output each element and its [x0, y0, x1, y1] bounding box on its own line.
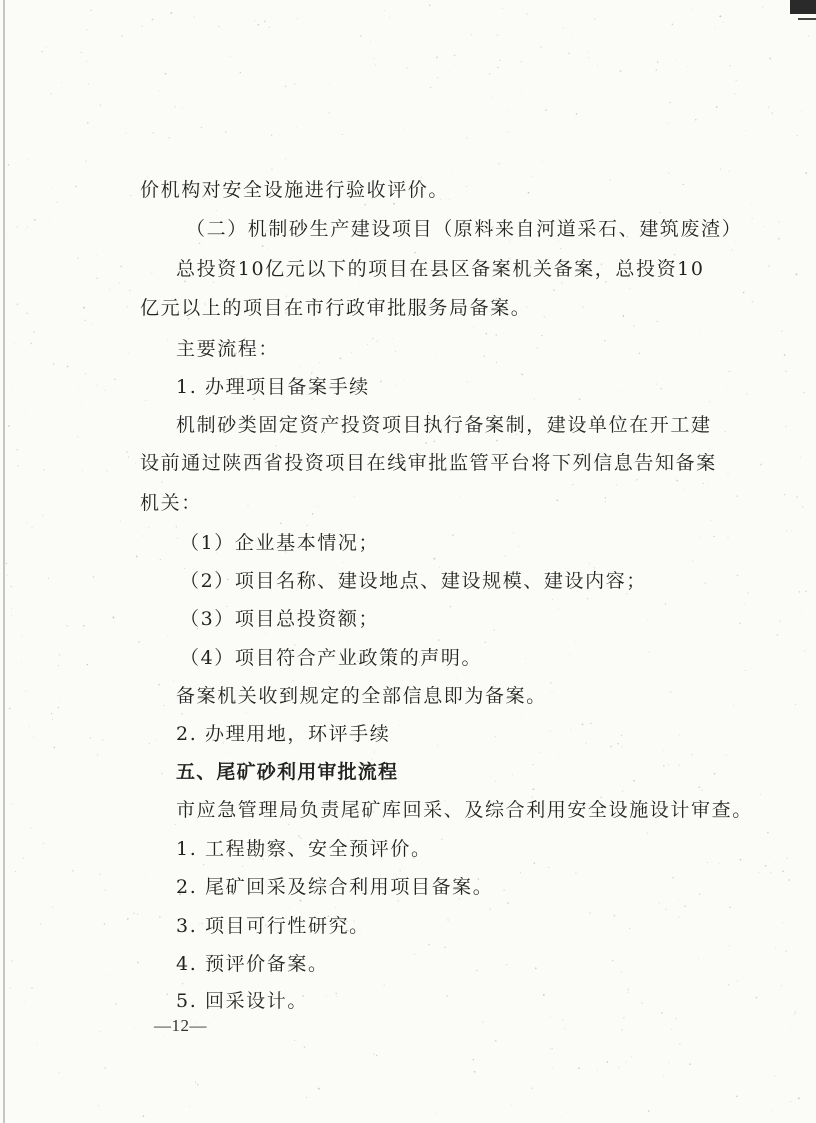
scan-mark	[790, 0, 816, 14]
text-line: 1. 办理项目备案手续	[176, 376, 370, 398]
section-heading: 五、尾矿砂利用审批流程	[176, 761, 399, 783]
list-item: 5. 回采设计。	[176, 990, 308, 1012]
text-line: 机关：	[140, 492, 202, 514]
list-item: （4）项目符合产业政策的声明。	[180, 647, 483, 669]
text-line: 亿元以上的项目在市行政审批服务局备案。	[140, 297, 532, 319]
list-item: 2. 尾矿回采及综合利用项目备案。	[176, 876, 494, 898]
text-line: 机制砂类固定资产投资项目执行备案制，建设单位在开工建	[176, 414, 712, 436]
text-line: 市应急管理局负责尾矿库回采、及综合利用安全设施设计审查。	[176, 799, 753, 821]
text-line: 备案机关收到规定的全部信息即为备案。	[176, 685, 547, 707]
scan-mark-line	[798, 18, 816, 20]
list-item: （2）项目名称、建设地点、建设规模、建设内容；	[180, 570, 647, 592]
page-number: —12—	[154, 1016, 207, 1035]
text-line: 总投资10亿元以下的项目在县区备案机关备案，总投资10	[176, 258, 705, 280]
section-heading: （二）机制砂生产建设项目（原料来自河道采石、建筑废渣）	[186, 218, 743, 240]
text-line: 主要流程：	[176, 338, 280, 360]
list-item: 1. 工程勘察、安全预评价。	[176, 838, 432, 860]
list-item: 3. 项目可行性研究。	[176, 915, 370, 937]
list-item: （3）项目总投资额；	[180, 608, 380, 630]
list-item: （1）企业基本情况；	[180, 532, 380, 554]
text-line: 2. 办理用地，环评手续	[176, 723, 391, 745]
text-line: 价机构对安全设施进行验收评价。	[140, 179, 450, 201]
scan-edge	[3, 0, 5, 1123]
list-item: 4. 预评价备案。	[176, 953, 329, 975]
text-line: 设前通过陕西省投资项目在线审批监管平台将下列信息告知备案	[140, 452, 717, 474]
